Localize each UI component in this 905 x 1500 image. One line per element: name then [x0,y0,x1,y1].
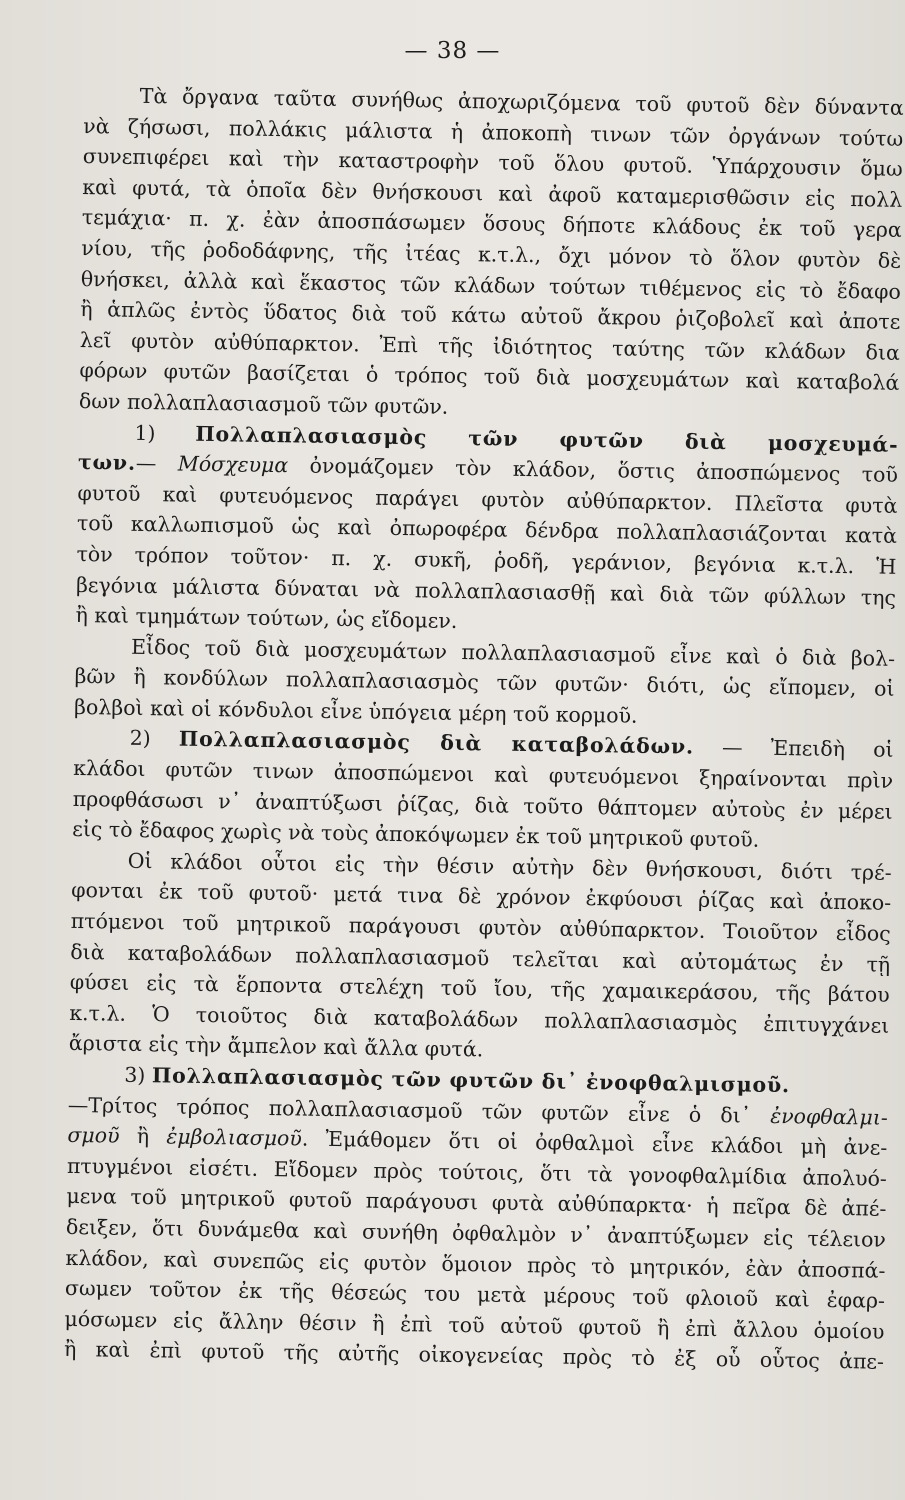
text-line: βολβοὶ καὶ οἱ κόνδυλοι εἶνε ὑπόγεια μέρη τοῦ κορμοῦ. [73,694,638,728]
text-line: θνήσκει, ἀλλὰ καὶ ἕκαστος τῶν κλάδων τούτων τιθέμενος εἰς τὸ ἔδαφο [80,266,901,304]
emphasized-term: ἐνοφθαλμι- [770,1103,888,1130]
page-number: — 38 — [404,38,501,64]
text-line: μενα τοῦ μητρικοῦ φυτοῦ παράγουσι φυτὰ αὐθύπαρκτα· ἡ πεῖρα δὲ ἀπέ- [66,1184,887,1222]
text-line: βεγόνια μάλιστα δύναται νὰ πολλαπλασιασθῇ καὶ διὰ τῶν φύλλων της [75,572,897,610]
emphasized-term: Μόσχευμα [177,451,289,478]
text-line: πτυγμένοι εἰσέτι. Εἴδομεν πρὸς τούτοις, ὅτι τὰ γονοφθαλμίδια ἀπολυό- [66,1153,888,1191]
section-number: 2) [129,726,151,751]
section-title-continued: των. [77,450,137,475]
text-line: εἰς τὸ ἔδαφος χωρὶς νὰ τοὺς ἀποκόψωμεν ἐκ τοῦ μητρικοῦ φυτοῦ. [72,817,760,852]
text-line: φύσει εἰς τὰ ἕρποντα στελέχη τοῦ ἴου, τῆς χαμαικεράσου, τῆς βάτου [69,970,890,1007]
text-fragment: — [135,450,179,476]
text-line: λεῖ φυτὸν αὐθύπαρκτον. Ἐπὶ τῆς ἰδιότητος ταύτης τῶν κλάδων δια [79,327,901,365]
body-text [64,80,904,1378]
section-title: Πολλαπλασιασμὸς τῶν φυτῶν δι᾿ ἐνοφθαλμισμοῦ. [151,1063,791,1098]
text-line: κ.τ.λ. Ὁ τοιοῦτος διὰ καταβολάδων πολλαπλασιασμὸς ἐπιτυγχάνει [69,1000,890,1038]
text-line: καὶ φυτά, τὰ ὁποῖα δὲν θνήσκουσι καὶ ἀφοῦ καταμερισθῶσιν εἰς πολλ [82,174,903,212]
text-fragment: — Ἐπειδὴ οἱ [721,735,894,763]
text-line: τοῦ καλλωπισμοῦ ὡς καὶ ὀπωροφέρα δένδρα πολλαπλασιάζονται κατὰ [76,511,898,549]
text-line: ἢ καὶ ἐπὶ φυτοῦ τῆς αὐτῆς οἰκογενείας πρὸς τὸ ἐξ οὗ οὗτος ἀπε- [63,1337,885,1375]
text-line: Τὰ ὄργανα ταῦτα συνήθως ἀποχωριζόμενα τοῦ φυτοῦ δὲν δύναντα [139,83,904,120]
text-line: δων πολλαπλασιασμοῦ τῶν φυτῶν. [78,388,449,419]
text-line: ἢ ἁπλῶς ἐντὸς ὕδατος διὰ τοῦ κάτω αὐτοῦ ἄκρου ῥιζοβολεῖ καὶ ἀποτε [80,297,901,335]
text-line: πτόμενοι τοῦ μητρικοῦ παράγουσι φυτὸν αὐθύπαρκτον. Τοιοῦτον εἶδος [70,908,891,946]
section-number: 1) [134,420,156,445]
text-fragment: —Τρίτος τρόπος πολλαπλασιασμοῦ τῶν φυτῶν εἶνε ὁ δι᾿ [67,1092,771,1128]
text-line: φονται ἐκ τοῦ φυτοῦ· μετά τινα δὲ χρόνον ἐκφύουσι ῥίζας καὶ ἀποκο- [71,878,892,916]
section-title: Πολλαπλασιασμὸς διὰ καταβολάδων. [178,727,695,760]
text-fragment: . Ἐμάθομεν ὅτι οἱ ὀφθαλμοὶ εἶνε κλάδοι μὴ ἀνε- [301,1126,888,1160]
text-line: νὰ ζήσωσι, πολλάκις μάλιστα ἡ ἀποκοπὴ τινων τῶν ὀργάνων τούτω [83,113,904,151]
text-line: σωμεν τοῦτον ἐκ τῆς θέσεώς του μετὰ μέρους τοῦ φλοιοῦ καὶ ἐφαρ- [64,1276,886,1313]
text-line: κλάδον, καὶ συνεπῶς εἰς φυτὸν ὅμοιον πρὸς τὸ μητρικόν, ἐὰν ἀποσπά- [65,1245,886,1283]
text-line: Οἱ κλάδοι οὗτοι εἰς τὴν θέσιν αὐτὴν δὲν θνήσκουσι, διότι τρέ- [127,848,892,885]
text-fragment: ἢ [119,1123,167,1149]
text-line: τὸν τρόπον τοῦτον· π. χ. συκῆ, ῥοδῆ, γεράνιον, βεγόνια κ.τ.λ. Ἡ [76,541,897,579]
text-line: βῶν ἢ κονδύλων πολλαπλασιασμὸς τῶν φυτῶν· διότι, ὡς εἴπομεν, οἱ [74,664,895,702]
text-line: προφθάσωσι ν᾿ ἀναπτύξωσι ῥίζας, διὰ τοῦτο θάπτομεν αὐτοὺς ἐν μέρει [72,786,893,824]
text-line: Εἶδος τοῦ διὰ μοσχευμάτων πολλαπλασιασμοῦ εἶνε καὶ ὁ διὰ βολ- [130,634,896,671]
text-line: τεμάχια· π. χ. ἐὰν ἀποσπάσωμεν ὅσους δήποτε κλάδους ἐκ τοῦ γερα [81,205,902,243]
text-line: διὰ καταβολάδων πολλαπλασιασμοῦ τελεῖται καὶ αὐτομάτως ἐν τῇ [70,939,891,977]
text-line: συνεπιφέρει καὶ τὴν καταστροφὴν τοῦ ὅλου φυτοῦ. Ὑπάρχουσιν ὅμω [82,144,903,182]
text-line: δειξεν, ὅτι δυνάμεθα καὶ συνήθη ὀφθαλμὸν ν᾿ ἀναπτύξωμεν εἰς τέλειον [65,1214,887,1252]
text-line: ἄριστα εἰς τὴν ἄμπελον καὶ ἄλλα φυτά. [68,1031,484,1062]
text-line: φόρων φυτῶν βασίζεται ὁ τρόπος τοῦ διὰ μοσχευμάτων καὶ καταβολά [79,358,900,396]
text-fragment: ὀνομάζομεν τὸν κλάδον, ὅστις ἀποσπώμενος τοῦ [288,453,899,487]
section-title: Πολλαπλασιασμὸς τῶν φυτῶν διὰ μοσχευμά- [195,421,899,457]
emphasized-term: ἐμβολιασμοῦ [166,1124,303,1151]
text-line: μόσωμεν εἰς ἄλλην θέσιν ἢ ἐπὶ τοῦ αὐτοῦ φυτοῦ ἢ ἐπὶ ἄλλου ὁμοίου [64,1306,885,1344]
text-line: ἢ καὶ τμημάτων τούτων, ὡς εἴδομεν. [75,603,458,634]
text-line: νίου, τῆς ῥοδοδάφνης, τῆς ἰτέας κ.τ.λ., ὄχι μόνον τὸ ὅλον φυτὸν δὲ [81,235,902,273]
text-line: φυτοῦ καὶ φυτευόμενος παράγει φυτὸν αὐθύπαρκτον. Πλεῖστα φυτὰ [77,480,898,518]
emphasized-term: σμοῦ [67,1123,120,1148]
section-number: 3) [124,1062,146,1088]
text-line: κλάδοι φυτῶν τινων ἀποσπώμενοι καὶ φυτευόμενοι ξηραίνονται πρὶν [73,755,894,793]
